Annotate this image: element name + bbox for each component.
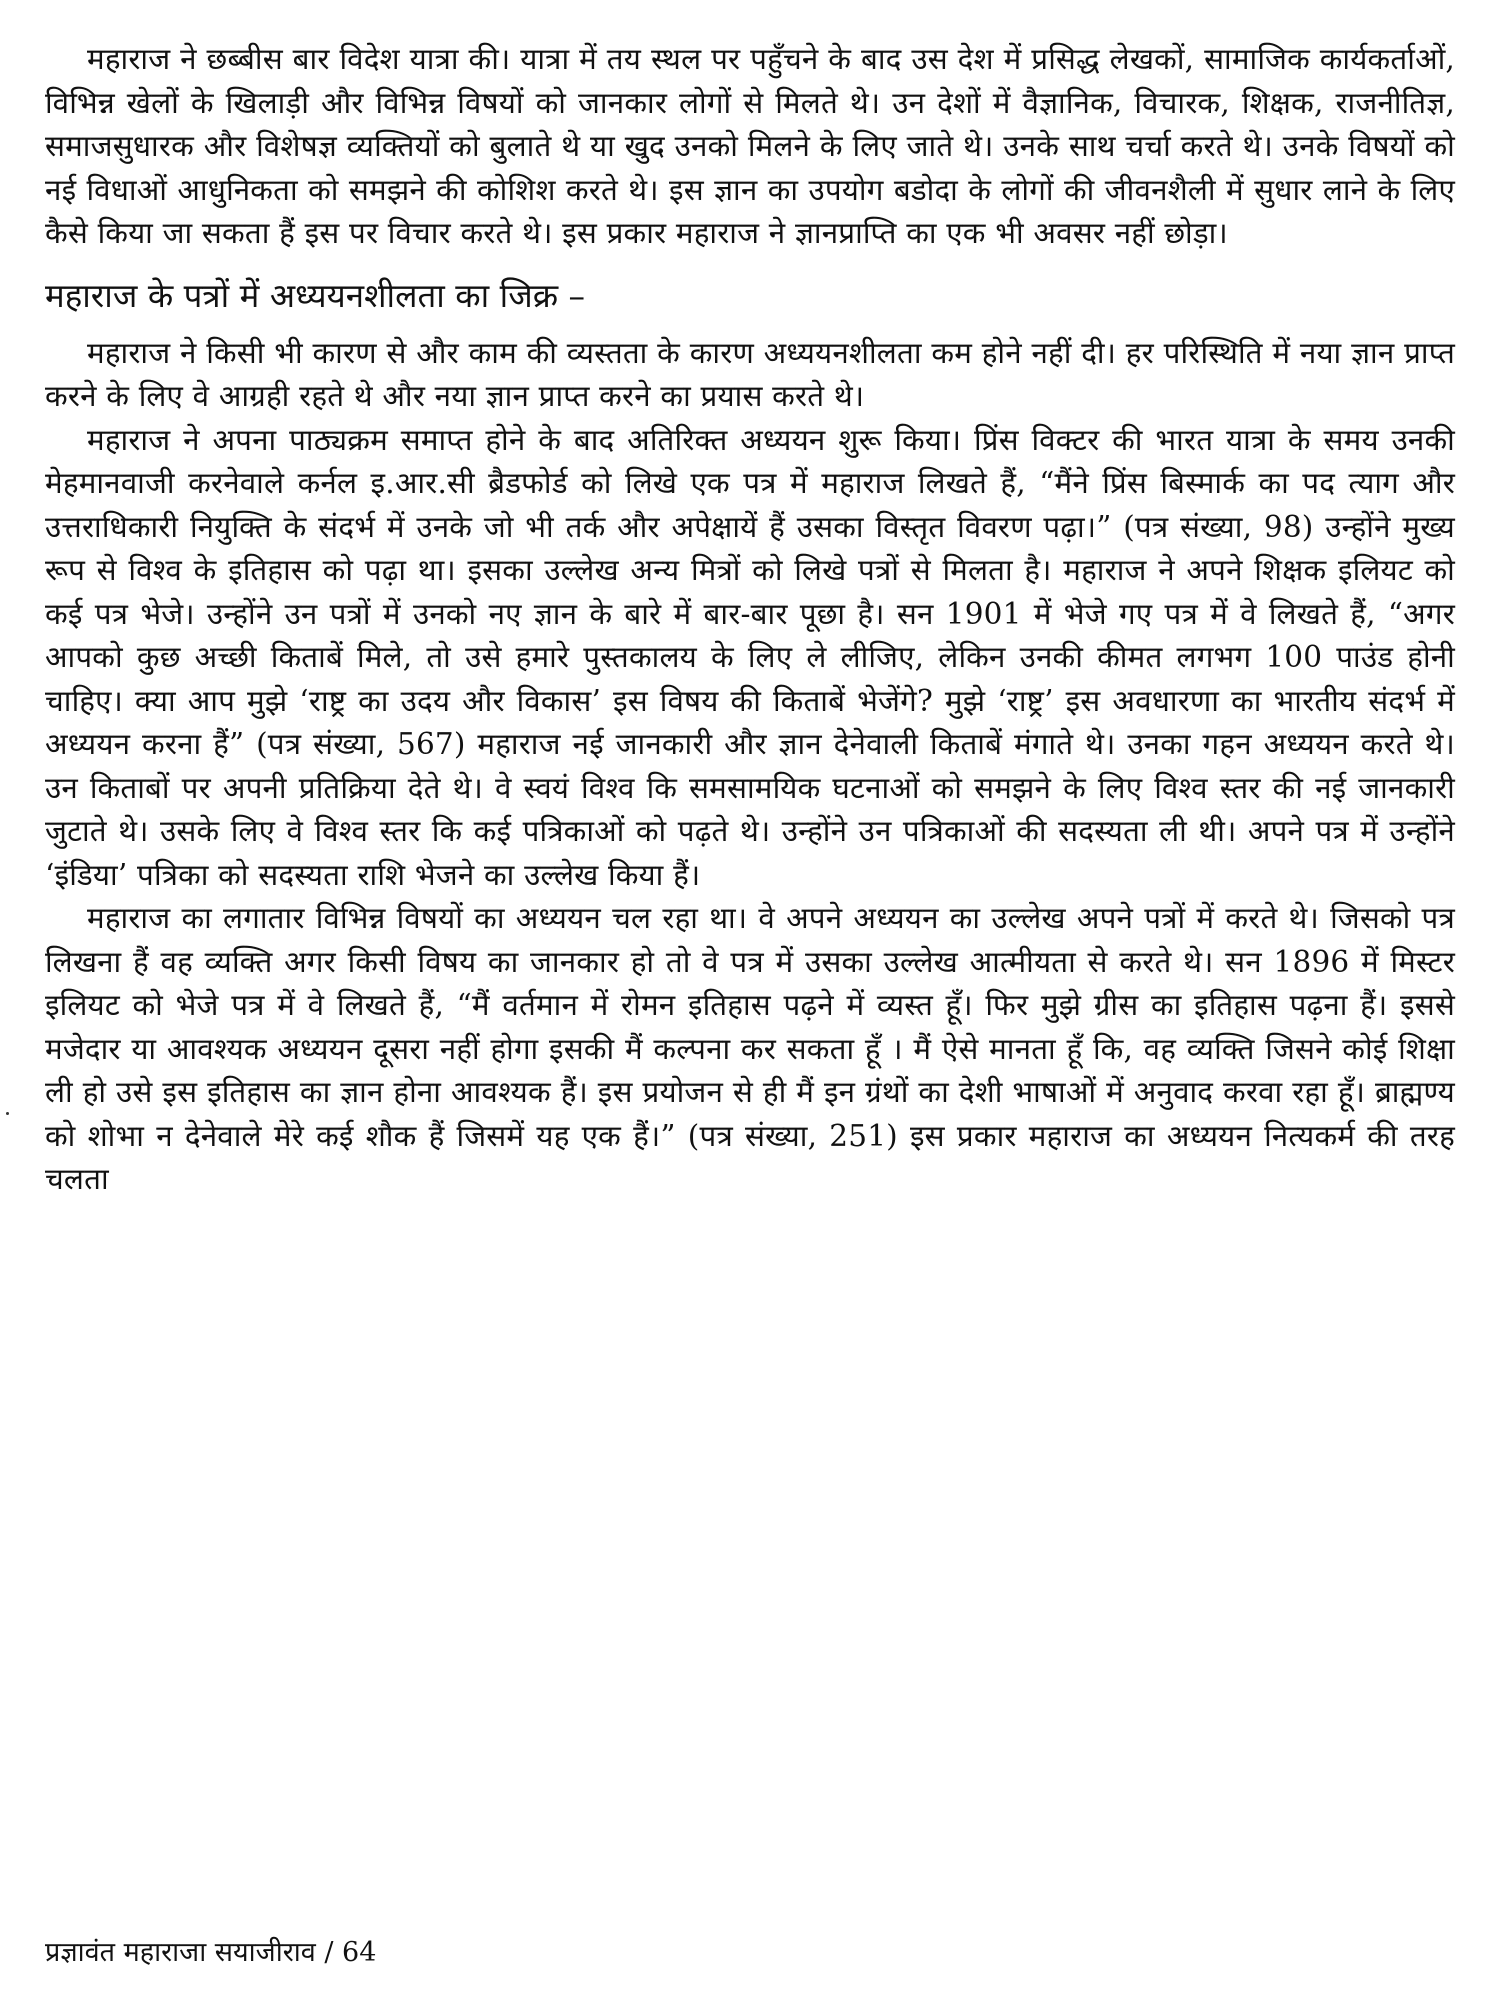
paragraph-1: महाराज ने छब्बीस बार विदेश यात्रा की। यात्रा में तय स्थल पर पहुँचने के बाद उस देश में प्रसिद्ध लेखकों, सामाजिक कार्यकर्ताओं, विभिन्न खेलों के खिलाड़ी और विभिन्न विषयों को जानकार लोगों से मिलते थे। उन देशों में वैज्ञानिक, विचारक, शिक्षक, राजनीतिज्ञ, समाजसुधारक और विशेषज्ञ व्यक्तियों को बुलाते थे या खुद उनको मिलने के लिए जाते थे। उनके साथ चर्चा करते थे। उनके विषयों को नई विधाओं आधुनिकता को समझने की कोशिश करते थे। इस ज्ञान का उपयोग बडोदा के लोगों की जीवनशैली में सुधार लाने के लिए कैसे किया जा सकता हैं इस पर विचार करते थे। इस प्रकार महाराज ने ज्ञानप्राप्ति का एक भी अवसर नहीं छोड़ा। [45,42,1455,250]
scan-mark [6,1112,9,1115]
paragraph-4: महाराज का लगातार विभिन्न विषयों का अध्ययन चल रहा था। वे अपने अध्ययन का उल्लेख अपने पत्रों में करते थे। जिसको पत्र लिखना हैं वह व्यक्ति अगर किसी विषय का जानकार हो तो वे पत्र में उसका उल्लेख आत्मीयता से करते थे। सन 1896 में मिस्टर इलियट को भेजे पत्र में वे लिखते हैं, “मैं वर्तमान में रोमन इतिहास पढ़ने में व्यस्त हूँ। फिर मुझे ग्रीस का इतिहास पढ़ना हैं। इससे मजेदार या आवश्यक अध्ययन दूसरा नहीं होगा इसकी मैं कल्पना कर सकता हूँ । मैं ऐसे मानता हूँ कि, वह व्यक्ति जिसने कोई शिक्षा ली हो उसे इस इतिहास का ज्ञान होना आवश्यक हैं। इस प्रयोजन से ही मैं इन ग्रंथों का देशी भाषाओं में अनुवाद करवा रहा हूँ। ब्राह्मण्य को शोभा न देनेवाले मेरे कई शौक हैं जिसमें यह एक हैं।” (पत्र संख्या, 251) इस प्रकार महाराज का अध्ययन नित्यकर्म की तरह चलता [45,901,1455,1196]
page-footer: प्रज्ञावंत महाराजा सयाजीराव / 64 [45,1937,377,1968]
page-body [45,38,1455,1968]
paragraph-2: महाराज ने किसी भी कारण से और काम की व्यस्तता के कारण अध्ययनशीलता कम होने नहीं दी। हर परिस्थिति में नया ज्ञान प्राप्त करने के लिए वे आग्रही रहते थे और नया ज्ञान प्राप्त करने का प्रयास करते थे। [45,335,1455,413]
paragraph-3: महाराज ने अपना पाठ्यक्रम समाप्त होने के बाद अतिरिक्त अध्ययन शुरू किया। प्रिंस विक्टर की भारत यात्रा के समय उनकी मेहमानवाजी करनेवाले कर्नल इ.आर.सी ब्रैडफोर्ड को लिखे एक पत्र में महाराज लिखते हैं, “मैंने प्रिंस बिस्मार्क का पद त्याग और उत्तराधिकारी नियुक्ति के संदर्भ में उनके जो भी तर्क और अपेक्षायें हैं उसका विस्तृत विवरण पढ़ा।” (पत्र संख्या, 98) उन्होंने मुख्य रूप से विश्व के इतिहास को पढ़ा था। इसका उल्लेख अन्य मित्रों को लिखे पत्रों से मिलता है। महाराज ने अपने शिक्षक इलियट को कई पत्र भेजे। उन्होंने उन पत्रों में उनको नए ज्ञान के बारे में बार-बार पूछा है। सन 1901 में भेजे गए पत्र में वे लिखते हैं, “अगर आपको कुछ अच्छी किताबें मिले, तो उसे हमारे पुस्तकालय के लिए ले लीजिए, लेकिन उनकी कीमत लगभग 100 पाउंड होनी चाहिए। क्या आप मुझे ‘राष्ट्र का उदय और विकास’ इस विषय की किताबें भेजेंगे? मुझे ‘राष्ट्र’ इस अवधारणा का भारतीय संदर्भ में अध्ययन करना हैं” (पत्र संख्या, 567) महाराज नई जानकारी और ज्ञान देनेवाली किताबें मंगाते थे। उनका गहन अध्ययन करते थे। उन किताबों पर अपनी प्रतिक्रिया देते थे। वे स्वयं विश्व कि समसामयिक घटनाओं को समझने के लिए विश्व स्तर की नई जानकारी जुटाते थे। उसके लिए वे विश्व स्तर कि कई पत्रिकाओं को पढ़ते थे। उन्होंने उन पत्रिकाओं की सदस्यता ली थी। अपने पत्र में उन्होंने ‘इंडिया’ पत्रिका को सदस्यता राशि भेजने का उल्लेख किया हैं। [45,422,1455,892]
section-heading: महाराज के पत्रों में अध्ययनशीलता का जिक्र – [45,275,586,315]
